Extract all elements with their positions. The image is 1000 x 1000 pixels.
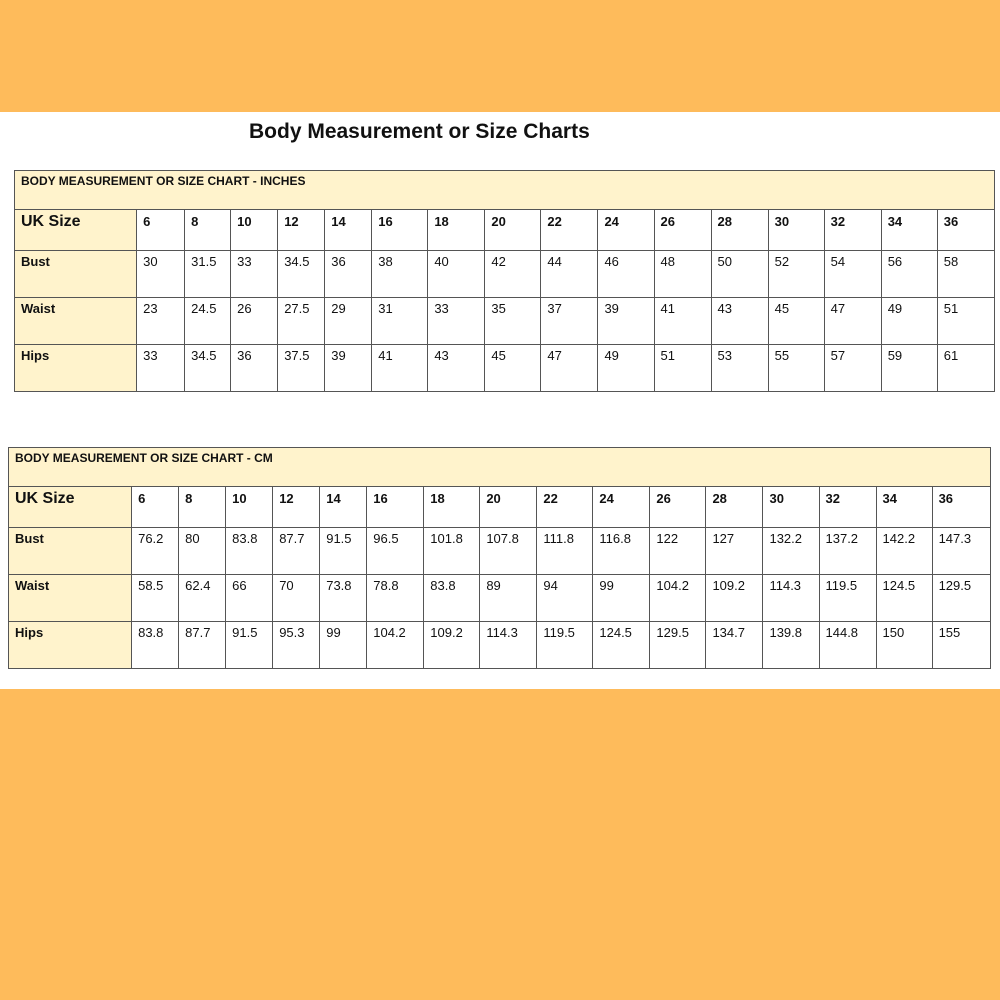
table-cell: 109.2 <box>706 575 763 622</box>
size-header-cell: 6 <box>132 487 179 528</box>
table-cell: 119.5 <box>537 622 593 669</box>
table-cell: 78.8 <box>367 575 424 622</box>
table-cell: 47 <box>824 298 881 345</box>
size-header-cell: 12 <box>273 487 320 528</box>
row-label: Waist <box>15 298 137 345</box>
size-header-cell: 12 <box>278 210 325 251</box>
table-caption: BODY MEASUREMENT OR SIZE CHART - CM <box>9 448 991 487</box>
table-cell: 66 <box>226 575 273 622</box>
table-cell: 30 <box>137 251 185 298</box>
table-cell: 101.8 <box>424 528 480 575</box>
table-cell: 36 <box>325 251 372 298</box>
table-cell: 23 <box>137 298 185 345</box>
table-cell: 34.5 <box>185 345 231 392</box>
table-cell: 41 <box>372 345 428 392</box>
size-label: UK Size <box>15 210 137 251</box>
size-header-cell: 18 <box>424 487 480 528</box>
size-header-cell: 26 <box>650 487 706 528</box>
table-cell: 50 <box>711 251 768 298</box>
table-cell: 47 <box>541 345 598 392</box>
table-caption: BODY MEASUREMENT OR SIZE CHART - INCHES <box>15 171 995 210</box>
table-cell: 87.7 <box>273 528 320 575</box>
table-row <box>9 528 991 575</box>
table-cell: 129.5 <box>650 622 706 669</box>
table-row <box>15 298 995 345</box>
table-cell: 43 <box>711 298 768 345</box>
table-caption-row <box>9 448 991 487</box>
table-cell: 54 <box>824 251 881 298</box>
size-header-row <box>9 487 991 528</box>
table-cell: 40 <box>428 251 485 298</box>
table-cell: 83.8 <box>424 575 480 622</box>
size-header-cell: 32 <box>819 487 876 528</box>
table-cell: 134.7 <box>706 622 763 669</box>
table-cell: 87.7 <box>179 622 226 669</box>
row-label: Bust <box>9 528 132 575</box>
table-cell: 107.8 <box>480 528 537 575</box>
table-cell: 99 <box>320 622 367 669</box>
page-title: Body Measurement or Size Charts <box>249 120 590 143</box>
table-cell: 150 <box>876 622 932 669</box>
row-label: Hips <box>9 622 132 669</box>
table-cell: 83.8 <box>132 622 179 669</box>
table-cell: 59 <box>881 345 937 392</box>
size-header-cell: 22 <box>541 210 598 251</box>
table-cell: 124.5 <box>593 622 650 669</box>
table-cell: 35 <box>485 298 541 345</box>
table-cell: 56 <box>881 251 937 298</box>
size-header-cell: 14 <box>320 487 367 528</box>
size-header-cell: 8 <box>179 487 226 528</box>
size-header-cell: 22 <box>537 487 593 528</box>
table-cell: 52 <box>768 251 824 298</box>
size-header-cell: 26 <box>654 210 711 251</box>
table-cell: 55 <box>768 345 824 392</box>
size-header-cell: 36 <box>937 210 994 251</box>
table-cell: 61 <box>937 345 994 392</box>
size-header-cell: 10 <box>231 210 278 251</box>
table-cell: 83.8 <box>226 528 273 575</box>
table-cell: 80 <box>179 528 226 575</box>
size-header-cell: 16 <box>367 487 424 528</box>
table-cell: 37 <box>541 298 598 345</box>
table-cell: 144.8 <box>819 622 876 669</box>
size-header-cell: 36 <box>932 487 990 528</box>
table-cell: 44 <box>541 251 598 298</box>
size-header-cell: 34 <box>876 487 932 528</box>
size-table-cm <box>8 447 991 669</box>
table-cell: 29 <box>325 298 372 345</box>
size-header-cell: 30 <box>768 210 824 251</box>
table-cell: 27.5 <box>278 298 325 345</box>
table-cell: 58 <box>937 251 994 298</box>
table-cell: 95.3 <box>273 622 320 669</box>
table-cell: 43 <box>428 345 485 392</box>
table-cell: 39 <box>598 298 654 345</box>
table-cell: 104.2 <box>367 622 424 669</box>
table-cell: 147.3 <box>932 528 990 575</box>
table-cell: 91.5 <box>226 622 273 669</box>
table-cell: 38 <box>372 251 428 298</box>
table-cell: 129.5 <box>932 575 990 622</box>
table-cell: 94 <box>537 575 593 622</box>
table-cell: 45 <box>485 345 541 392</box>
size-header-cell: 24 <box>593 487 650 528</box>
table-cell: 124.5 <box>876 575 932 622</box>
table-row <box>9 622 991 669</box>
table-cell: 33 <box>428 298 485 345</box>
size-header-cell: 32 <box>824 210 881 251</box>
size-header-cell: 24 <box>598 210 654 251</box>
table-row <box>9 575 991 622</box>
table-row <box>15 251 995 298</box>
table-cell: 39 <box>325 345 372 392</box>
table-cell: 70 <box>273 575 320 622</box>
table-cell: 51 <box>937 298 994 345</box>
table-cell: 51 <box>654 345 711 392</box>
table-cell: 139.8 <box>763 622 819 669</box>
size-header-cell: 30 <box>763 487 819 528</box>
table-cell: 34.5 <box>278 251 325 298</box>
table-cell: 58.5 <box>132 575 179 622</box>
table-cell: 116.8 <box>593 528 650 575</box>
table-caption-row <box>15 171 995 210</box>
table-cell: 109.2 <box>424 622 480 669</box>
table-cell: 114.3 <box>480 622 537 669</box>
size-header-cell: 20 <box>485 210 541 251</box>
size-header-cell: 18 <box>428 210 485 251</box>
size-table-inches <box>14 170 995 392</box>
table-cell: 53 <box>711 345 768 392</box>
table-cell: 76.2 <box>132 528 179 575</box>
table-cell: 48 <box>654 251 711 298</box>
table-cell: 24.5 <box>185 298 231 345</box>
table-cell: 73.8 <box>320 575 367 622</box>
table-cell: 137.2 <box>819 528 876 575</box>
size-header-cell: 28 <box>711 210 768 251</box>
size-header-cell: 14 <box>325 210 372 251</box>
table-cell: 33 <box>137 345 185 392</box>
size-header-row <box>15 210 995 251</box>
document-sheet <box>0 112 1000 689</box>
table-cell: 31.5 <box>185 251 231 298</box>
size-label: UK Size <box>9 487 132 528</box>
table-cell: 49 <box>598 345 654 392</box>
table-cell: 99 <box>593 575 650 622</box>
table-cell: 111.8 <box>537 528 593 575</box>
table-cell: 127 <box>706 528 763 575</box>
table-cell: 49 <box>881 298 937 345</box>
table-cell: 119.5 <box>819 575 876 622</box>
row-label: Hips <box>15 345 137 392</box>
table-cell: 26 <box>231 298 278 345</box>
table-cell: 114.3 <box>763 575 819 622</box>
size-header-cell: 16 <box>372 210 428 251</box>
table-cell: 155 <box>932 622 990 669</box>
table-cell: 122 <box>650 528 706 575</box>
size-header-cell: 34 <box>881 210 937 251</box>
table-cell: 37.5 <box>278 345 325 392</box>
table-cell: 96.5 <box>367 528 424 575</box>
table-cell: 46 <box>598 251 654 298</box>
size-header-cell: 6 <box>137 210 185 251</box>
size-header-cell: 10 <box>226 487 273 528</box>
table-cell: 142.2 <box>876 528 932 575</box>
size-header-cell: 20 <box>480 487 537 528</box>
table-cell: 36 <box>231 345 278 392</box>
table-cell: 41 <box>654 298 711 345</box>
table-cell: 91.5 <box>320 528 367 575</box>
table-cell: 104.2 <box>650 575 706 622</box>
table-cell: 62.4 <box>179 575 226 622</box>
row-label: Waist <box>9 575 132 622</box>
table-cell: 33 <box>231 251 278 298</box>
table-cell: 57 <box>824 345 881 392</box>
table-cell: 31 <box>372 298 428 345</box>
size-header-cell: 8 <box>185 210 231 251</box>
row-label: Bust <box>15 251 137 298</box>
size-header-cell: 28 <box>706 487 763 528</box>
table-cell: 132.2 <box>763 528 819 575</box>
table-cell: 89 <box>480 575 537 622</box>
table-cell: 42 <box>485 251 541 298</box>
table-row <box>15 345 995 392</box>
table-cell: 45 <box>768 298 824 345</box>
